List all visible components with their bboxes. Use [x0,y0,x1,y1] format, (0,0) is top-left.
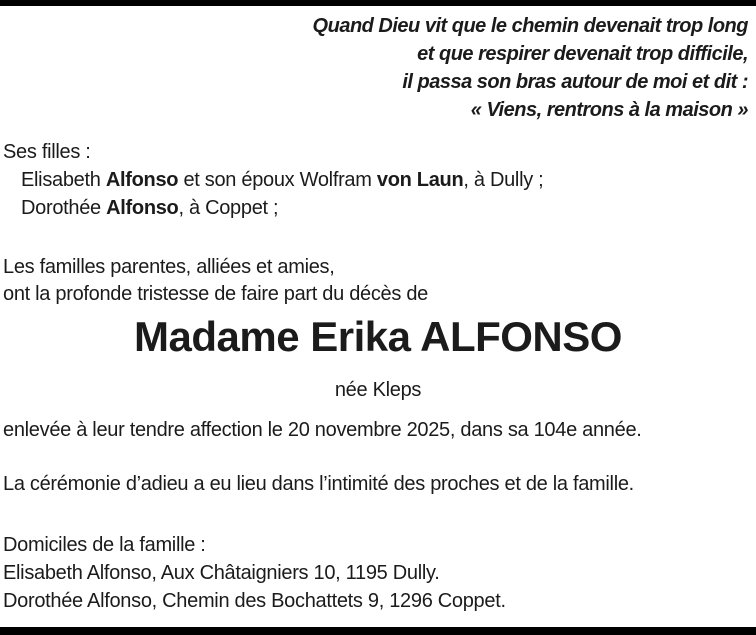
daughter2-suffix: , à Coppet ; [178,197,279,219]
domiciles-header: Domiciles de la famille : [3,534,206,556]
daughter1-surname: Alfonso [105,169,179,191]
daughter1-middle: et son époux Wolfram [178,169,377,191]
deceased-name: Madame Erika ALFONSO [134,313,622,360]
daughter1-spouse-surname: von Laun [376,169,464,191]
maiden-name: née Kleps [334,379,422,401]
daughter1-given: Elisabeth [21,169,106,191]
quote-line-1: Quand Dieu vit que le chemin devenait trop long [312,15,748,37]
death-statement: enlevée à leur tendre affection le 20 novembre 2025, dans sa 104e année. [3,419,642,441]
relatives-section [0,138,756,222]
daughter2-surname: Alfonso [106,197,179,219]
ceremony-statement: La cérémonie d’adieu a eu lieu dans l’intimité des proches et de la famille. [3,473,634,495]
domiciles-section [0,531,756,615]
announcement-section [0,254,756,308]
quote-line-2: et que respirer devenait trop difficile, [417,43,748,65]
domicile-address-2: Dorothée Alfonso, Chemin des Bochattets 9, 1296 Coppet. [3,590,506,612]
daughter-line-1 [3,166,756,194]
relatives-intro: Ses filles : [3,141,91,163]
domicile-address-1: Elisabeth Alfonso, Aux Châtaigniers 10, 1195 Dully. [3,562,440,584]
quote-line-3: il passa son bras autour de moi et dit : [402,71,748,93]
quote-line-4: « Viens, rentrons à la maison » [470,99,748,121]
daughter1-suffix: , à Dully ; [463,169,544,191]
announcement-line-1: Les familles parentes, alliées et amies, [3,256,335,278]
top-border-rule [0,0,756,6]
opening-quote [0,12,748,124]
bottom-border-rule [0,627,756,635]
daughter2-given: Dorothée [21,197,107,219]
announcement-line-2: ont la profonde tristesse de faire part du décès de [3,283,428,305]
daughter-line-2 [3,194,756,222]
